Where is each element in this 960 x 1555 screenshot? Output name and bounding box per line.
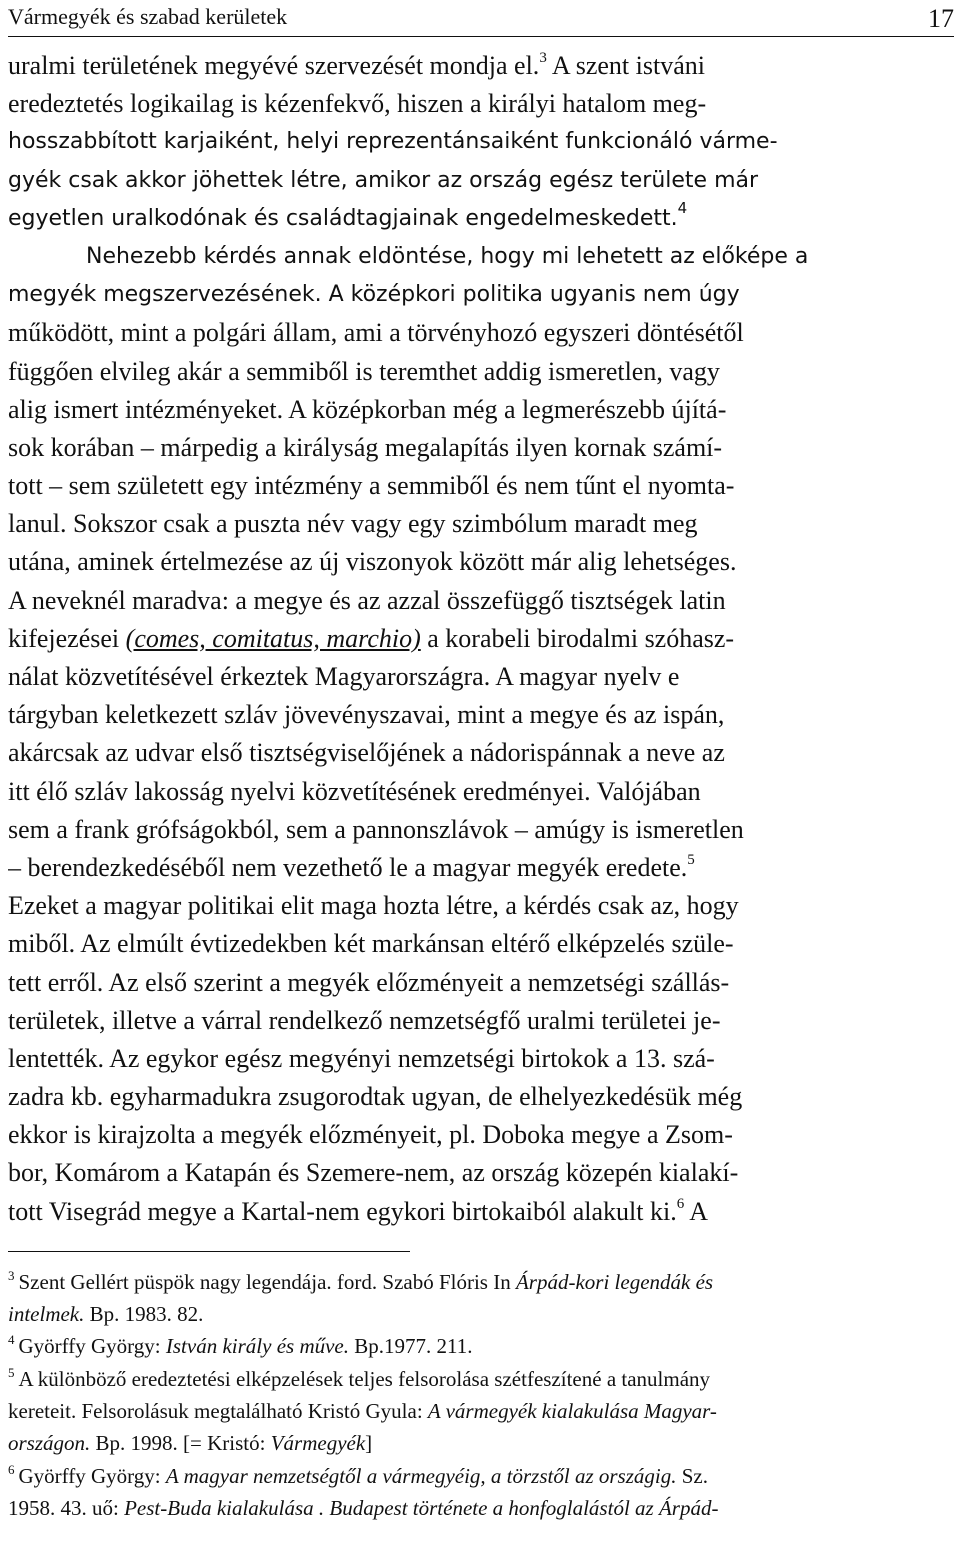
document-page <box>8 0 954 1555</box>
text-segment: Ezeket a magyar politikai elit maga hozta létre, a kérdés csak az, hogy <box>8 891 739 921</box>
text-segment: itt élő szláv lakosság nyelvi közvetítésének eredményei. Valójában <box>8 776 701 806</box>
text-segment: intelmek. <box>8 1302 85 1327</box>
text-segment: ] <box>365 1431 373 1456</box>
text-segment: miből. Az elmúlt évtizedekben két markánsan eltérő elképzelés szüle- <box>8 929 734 959</box>
text-segment: Bp. 1983. 82. <box>84 1302 204 1327</box>
text-segment: országon. <box>8 1431 91 1456</box>
text-segment: Nehezebb kérdés annak eldöntése, hogy mi lehetett az előképe a <box>86 243 809 269</box>
footnote-separator <box>8 1251 410 1252</box>
text-segment: utána, aminek értelmezése az új viszonyok között már alig lehetséges. <box>8 547 737 577</box>
footnote-marker: 3 <box>8 1267 15 1283</box>
text-segment: Szent Gellért püspök nagy legendája. ford. Szabó Flóris In <box>18 1269 516 1294</box>
text-segment: sem a frank grófságokból, sem a pannonszlávok – amúgy is ismeretlen <box>8 814 744 844</box>
text-line <box>8 1078 954 1116</box>
footnote-marker: 4 <box>8 1332 15 1348</box>
text-segment: akárcsak az udvar első tisztségviselőjének a nádorispánnak a neve az <box>8 738 725 768</box>
text-line <box>8 47 954 85</box>
text-segment: tett erről. Az első szerint a megyék előzményeit a nemzetségi szállás- <box>8 967 730 997</box>
text-segment: zadra kb. egyharmadukra zsugorodtak ugyan, de elhelyezkedésük még <box>8 1082 743 1112</box>
text-segment: Bp. 1998. [= Kristó: <box>90 1431 271 1456</box>
footnote-marker: 5 <box>8 1364 15 1380</box>
text-line <box>8 85 954 123</box>
text-line <box>8 1116 954 1154</box>
text-line <box>8 696 954 734</box>
text-line <box>8 1040 954 1078</box>
text-segment: működött, mint a polgári állam, ami a törvényhozó egyszeri döntésétől <box>8 318 744 348</box>
text-segment: nálat közvetítésével érkeztek Magyarországra. A magyar nyelv e <box>8 662 680 691</box>
text-segment: A középkori politika ugyanis nem úgy <box>321 282 740 308</box>
text-segment: alig ismert intézményeket. A középkorban még a legmerészebb újítá- <box>8 394 727 424</box>
running-title: Vármegyék és szabad kerületek <box>8 4 288 29</box>
text-segment: A neveknél maradva: a megye és az azzal összefüggő tisztségek latin <box>8 585 726 615</box>
text-segment: a korabeli birodalmi szóhasz- <box>420 623 735 653</box>
text-segment: eredeztetés logikailag is kézenfekvő, hiszen a királyi hatalom meg- <box>8 89 707 119</box>
text-line <box>8 429 954 467</box>
text-line <box>8 925 954 963</box>
text-segment: tott – sem született egy intézmény a semmiből és nem tűnt el nyomta- <box>8 471 735 501</box>
footnote-marker: 4 <box>677 199 688 217</box>
text-segment: A különböző eredeztetési elképzelések teljes felsorolása szétfeszítené a tanulmány <box>18 1366 711 1391</box>
text-line <box>8 123 954 161</box>
text-segment: kifejezései <box>8 623 126 653</box>
footnote-line <box>8 1492 954 1524</box>
text-segment: A magyar nemzetségtől a vármegyéig, a törzstől az országig. <box>165 1463 677 1488</box>
text-line <box>8 238 954 276</box>
text-line <box>8 391 954 429</box>
footnote-line <box>8 1363 954 1395</box>
text-segment: hosszabbított karjaiként, helyi reprezentánsaiként funkcionáló várme- <box>8 129 778 155</box>
text-segment: A <box>684 1196 709 1226</box>
footnote-line <box>8 1298 954 1330</box>
footnote-line <box>8 1460 954 1492</box>
footnote-marker: 6 <box>676 1195 685 1212</box>
text-line <box>8 276 954 314</box>
text-segment: Pest-Buda kialakulása . Budapest története a honfoglalástól az Árpád- <box>124 1495 719 1520</box>
page-number: 17 <box>928 4 954 33</box>
text-segment: megyék megszervezésének. <box>8 282 322 308</box>
footnote-marker: 5 <box>687 851 695 868</box>
text-segment: István király és műve. <box>165 1334 349 1359</box>
text-line <box>8 849 954 887</box>
text-segment: tárgyban keletkezett szláv jövevényszavai, mint a megye és az ispán, <box>8 700 725 730</box>
text-line <box>8 658 954 696</box>
text-line <box>8 543 954 581</box>
text-line <box>8 887 954 925</box>
text-segment: területek, illetve a várral rendelkező nemzetségfő uralmi területei je- <box>8 1005 721 1035</box>
text-segment: uralmi területének megyévé szervezését mondja el. <box>8 51 540 80</box>
text-segment: tott Visegrád megye a Kartal-nem egykori birtokaiból alakult ki. <box>8 1196 677 1226</box>
text-segment: A vármegyék kialakulása Magyar- <box>427 1399 717 1423</box>
text-line <box>8 773 954 811</box>
text-line <box>8 811 954 849</box>
footnote-marker: 3 <box>539 50 547 66</box>
text-segment: Árpád-kori legendák és <box>515 1269 714 1294</box>
text-segment: – berendezkedéséből nem vezethető le a magyar megyék eredete. <box>8 852 688 882</box>
text-line <box>8 582 954 620</box>
footnote-line <box>8 1330 954 1362</box>
text-segment: A szent istváni <box>546 51 705 80</box>
text-line <box>8 200 954 238</box>
text-segment: 1958. 43. uő: <box>8 1495 125 1520</box>
text-segment: Györffy György: <box>18 1463 166 1488</box>
text-segment: egyetlen uralkodónak és családtagjainak engedelmeskedett. <box>8 205 678 231</box>
text-line <box>8 1002 954 1040</box>
text-line <box>8 162 954 200</box>
text-segment: függően elvileg akár a semmiből is teremthet addig ismeretlen, vagy <box>8 356 720 386</box>
footnote-line <box>8 1395 954 1427</box>
text-segment: (comes, comitatus, marchio) <box>125 623 421 653</box>
text-line <box>8 1154 954 1192</box>
text-line <box>8 1193 954 1231</box>
text-segment: Bp.1977. 211. <box>349 1334 473 1359</box>
footnotes <box>8 1266 954 1524</box>
text-segment: ekkor is kirajzolta a megyék előzményeit, pl. Doboka megye a Zsom- <box>8 1120 733 1150</box>
running-header <box>8 0 954 37</box>
text-line <box>8 467 954 505</box>
footnote-line <box>8 1266 954 1298</box>
text-segment: lentették. Az egykor egész megyényi nemzetségi birtokok a 13. szá- <box>8 1043 715 1073</box>
text-segment: lanul. Sokszor csak a puszta név vagy egy szimbólum maradt meg <box>8 509 698 539</box>
text-line <box>8 964 954 1002</box>
text-line <box>8 314 954 352</box>
text-line <box>8 620 954 658</box>
text-segment: Vármegyék <box>270 1431 366 1456</box>
text-line <box>8 353 954 391</box>
text-segment: Sz. <box>676 1463 708 1488</box>
text-segment: Györffy György: <box>18 1334 166 1359</box>
text-line <box>8 505 954 543</box>
text-line <box>8 734 954 772</box>
text-segment: bor, Komárom a Katapán és Szemere-nem, az ország közepén kialakí- <box>8 1158 739 1188</box>
footnote-marker: 6 <box>8 1461 15 1477</box>
text-segment: gyék csak akkor jöhettek létre, amikor az ország egész területe már <box>8 167 759 193</box>
body-text <box>8 47 954 1231</box>
text-segment: kereteit. Felsorolásuk megtalálható Kristó Gyula: <box>8 1399 428 1423</box>
footnote-line <box>8 1427 954 1459</box>
text-segment: sok korában – márpedig a királyság megalapítás ilyen kornak számí- <box>8 432 723 462</box>
